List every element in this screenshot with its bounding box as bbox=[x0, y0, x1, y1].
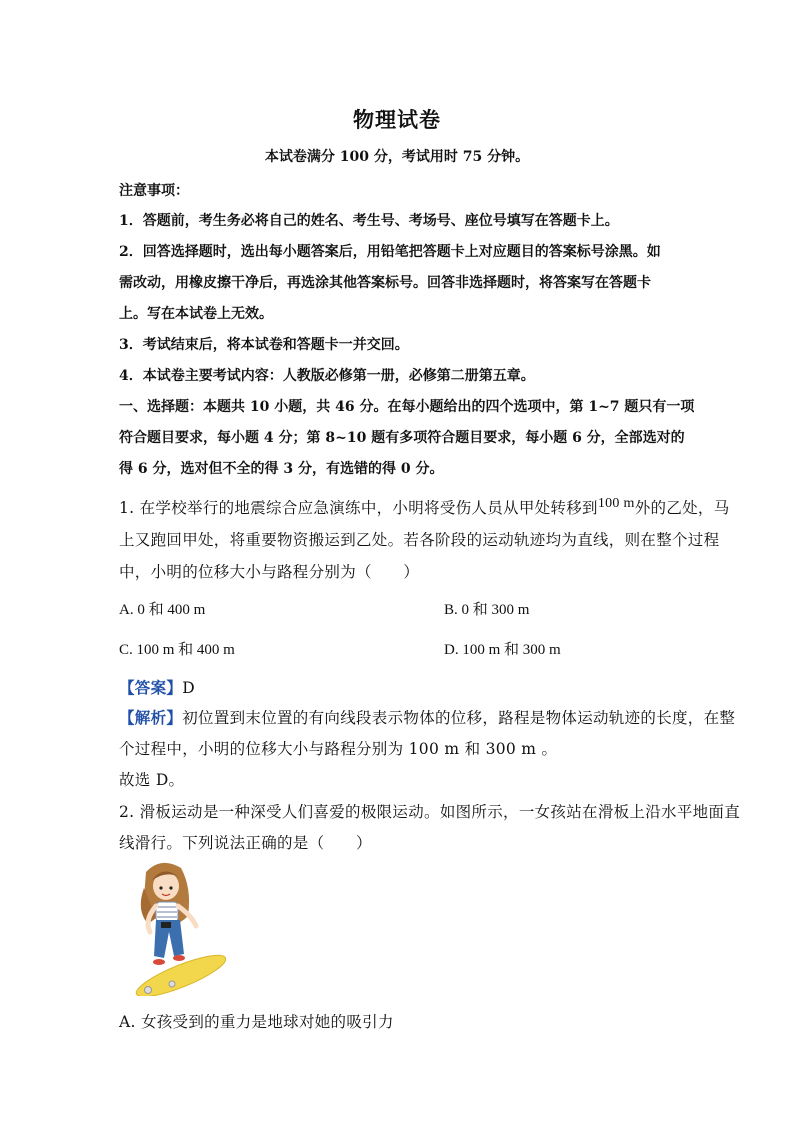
section-heading-line: 一、选择题：本题共 10 小题，共 46 分。在每小题给出的四个选项中，第 1~7 题只有一项 bbox=[119, 399, 695, 415]
option-c: C. 100 m 和 400 m bbox=[119, 642, 235, 658]
question-1-line: 上又跑回甲处，将重要物资搬运到乙处。若各阶段的运动轨迹均为直线，则在整个过程 bbox=[119, 531, 720, 549]
analysis-tag: 【解析】 bbox=[119, 708, 183, 727]
option-a: A. 0 和 400 m bbox=[119, 602, 206, 618]
answer-tag: 【答案】 bbox=[119, 678, 183, 697]
analysis-text: 初位置到末位置的有向线段表示物体的位移，路程是物体运动轨迹的长度，在整 bbox=[182, 709, 736, 727]
answer-value: D bbox=[182, 679, 195, 697]
note-item: 上。写在本试卷上无效。 bbox=[119, 306, 273, 322]
note-item: 需改动，用橡皮擦干净后，再选涂其他答案标号。回答非选择题时，将答案写在答题卡 bbox=[119, 275, 651, 291]
note-item: 4．本试卷主要考试内容：人教版必修第一册，必修第二册第五章。 bbox=[119, 368, 535, 384]
page-title: 物理试卷 bbox=[353, 107, 441, 132]
question-1-text-end: 外的乙处，马 bbox=[634, 499, 730, 517]
question-2-line: 线滑行。下列说法正确的是（ ） bbox=[119, 834, 372, 852]
option-b: B. 0 和 300 m bbox=[444, 602, 530, 618]
conclusion: 故选 D。 bbox=[119, 771, 185, 789]
section-heading-line: 得 6 分，选对但不全的得 3 分，有选错的得 0 分。 bbox=[119, 461, 444, 477]
note-item: 2．回答选择题时，选出每小题答案后，用铅笔把答题卡上对应题目的答案标号涂黑。如 bbox=[119, 244, 661, 260]
analysis-line bbox=[119, 706, 735, 728]
question-2-option-a: A. 女孩受到的重力是地球对她的吸引力 bbox=[119, 1013, 394, 1031]
question-2-line: 2. 滑板运动是一种深受人们喜爱的极限运动。如图所示，一女孩站在滑板上沿水平地面直 bbox=[119, 803, 741, 821]
notes-heading: 注意事项： bbox=[119, 183, 189, 199]
question-1-line bbox=[119, 496, 730, 518]
exam-subtitle: 本试卷满分 100 分，考试用时 75 分钟。 bbox=[264, 149, 530, 165]
note-item: 1．答题前，考生务必将自己的姓名、考生号、考场号、座位号填写在答题卡上。 bbox=[119, 213, 619, 229]
question-1-line: 中，小明的位移大小与路程分别为（ ） bbox=[119, 563, 420, 581]
section-heading-line: 符合题目要求，每小题 4 分；第 8~10 题有多项符合题目要求，每小题 6 分，全部选对的 bbox=[119, 430, 685, 446]
option-d: D. 100 m 和 300 m bbox=[444, 642, 561, 658]
question-1-text: 1. 在学校举行的地震综合应急演练中，小明将受伤人员从甲处转移到 bbox=[119, 499, 598, 517]
note-item: 3．考试结束后，将本试卷和答题卡一并交回。 bbox=[119, 337, 409, 353]
skateboard-girl-illustration bbox=[126, 858, 226, 996]
analysis-line: 个过程中，小明的位移大小与路程分别为 100 m 和 300 m 。 bbox=[119, 740, 558, 758]
distance-value: 100 m bbox=[597, 496, 635, 511]
answer-line bbox=[119, 676, 195, 698]
